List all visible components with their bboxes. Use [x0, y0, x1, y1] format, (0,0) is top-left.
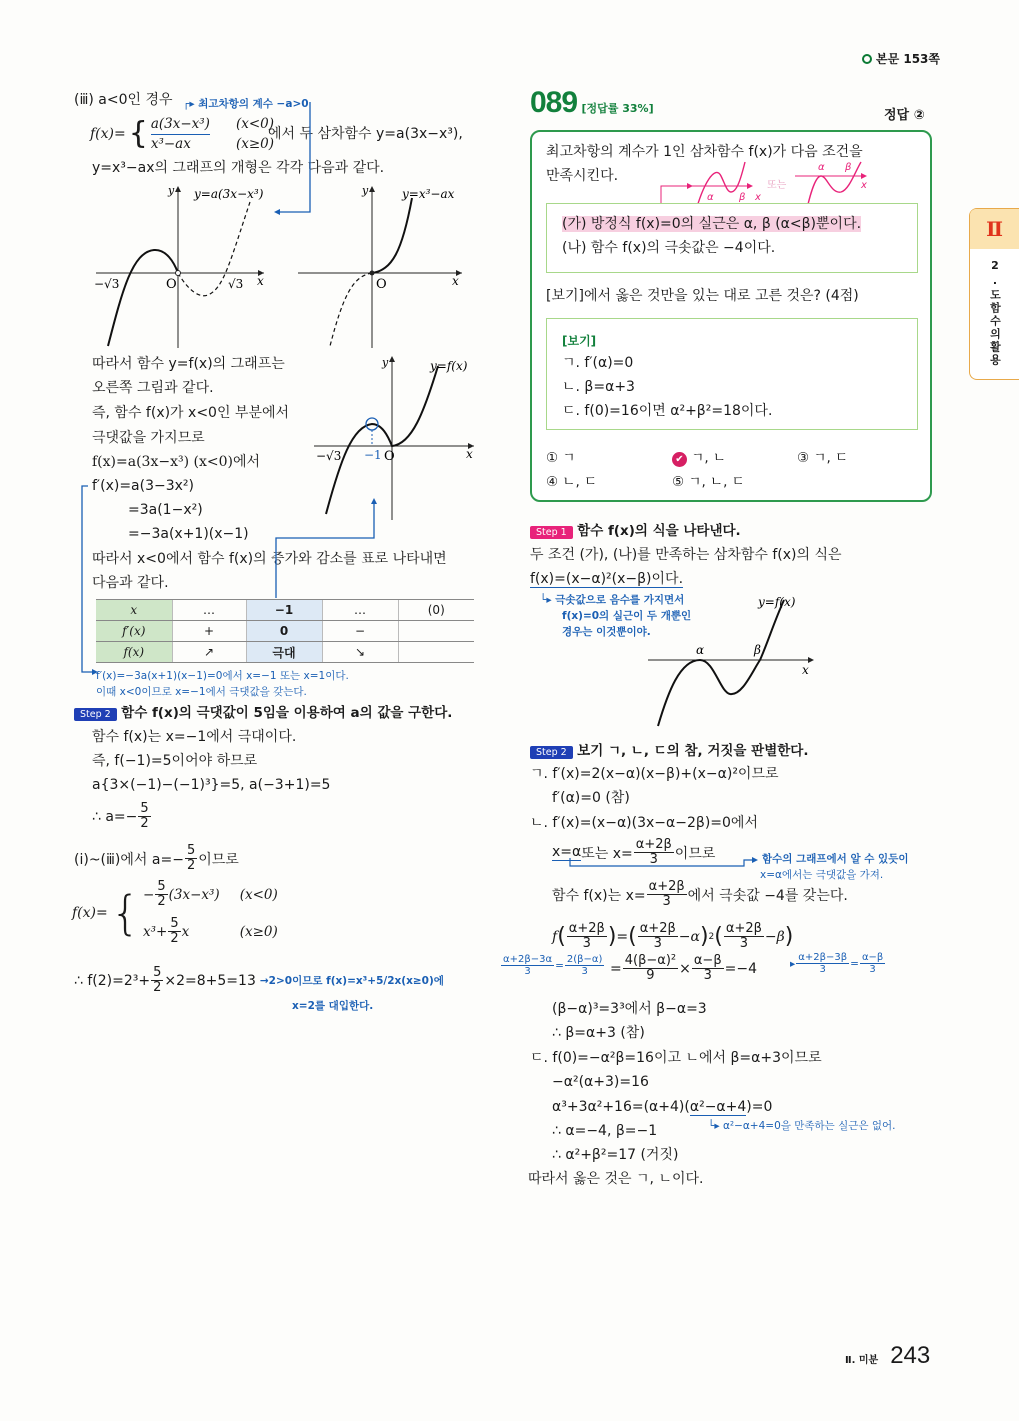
fraction: [185, 844, 197, 873]
bogi-item-3: ㄷ. f(0)=16이면 α²+β²=18이다.: [562, 403, 773, 419]
text: 함수 f(x)는 x=: [552, 887, 646, 904]
svg-text:x: x: [802, 663, 809, 677]
table-row: [96, 621, 474, 642]
derivative-line-3: =−3a(x+1)(x−1): [128, 526, 249, 542]
choice-text: ㄱ, ㄷ: [813, 450, 849, 466]
footer-section: Ⅱ. 미분: [845, 1355, 879, 1366]
chapter-side-tab[interactable]: [969, 208, 1019, 380]
problem-text-1: 최고차항의 계수가 1인 삼차함수 f(x)가 다음 조건을: [546, 144, 863, 160]
svg-text:β: β: [739, 192, 746, 203]
svg-text:y=x³−ax: y=x³−ax: [402, 187, 455, 201]
svg-text:y=f(x): y=f(x): [758, 595, 796, 609]
svg-text:y: y: [168, 184, 175, 197]
numerator: α−β: [693, 953, 722, 968]
chapter-numeral: Ⅱ: [970, 209, 1019, 249]
denominator: 3: [653, 936, 662, 951]
bogi-item-1: ㄱ. f′(α)=0: [562, 355, 634, 371]
choice-1[interactable]: [546, 446, 575, 466]
question-text: [보기]에서 옳은 것만을 있는 대로 고른 것은? (4점): [546, 288, 859, 304]
table-cell: −1: [246, 600, 322, 621]
table-cell: −: [322, 621, 398, 642]
numerator: α+2β: [568, 921, 605, 936]
text: 에서 극솟값 −4를 갖는다.: [687, 887, 848, 904]
note-line: 극솟값으로 음수를 가지면서: [555, 594, 685, 606]
d-line-3: [552, 1097, 772, 1117]
f-expression: f(x)=(x−α)²(x−β)이다.: [530, 571, 684, 587]
condition: (x<0): [239, 886, 278, 903]
denominator: 3: [739, 936, 749, 951]
svg-text:β: β: [754, 643, 761, 657]
table-cell: f′(x): [96, 621, 172, 642]
denominator: 3: [582, 936, 591, 951]
svg-text:x: x: [452, 274, 459, 288]
text: ×2=8+5=13: [164, 972, 256, 989]
numerator: α−β: [861, 952, 884, 963]
table-row: [96, 642, 474, 663]
table-cell: (0): [398, 600, 474, 621]
choice-number: ①: [546, 450, 559, 466]
text-line: 다음과 같다.: [92, 575, 169, 591]
step-badge: Step 2: [530, 746, 573, 759]
svg-text:O: O: [384, 449, 395, 464]
choice-text: ㄴ, ㄷ: [562, 474, 598, 490]
note-line: f(x)=0의 실근이 두 개뿐인: [562, 610, 692, 622]
result: =−4: [724, 960, 757, 977]
problem-text-2: 만족시킨다.: [546, 168, 619, 184]
svg-text:y=a(3x−x³): y=a(3x−x³): [194, 187, 264, 201]
graph-x3-ax: [296, 182, 471, 348]
f: f: [552, 928, 558, 945]
piece1-condition: (x<0): [235, 115, 275, 132]
choice-number: ③: [797, 450, 810, 466]
table-cell: f(x): [96, 642, 172, 663]
text-line: 즉, 함수 f(x)가 x<0인 부분에서: [92, 405, 290, 421]
svg-text:−√3: −√3: [316, 449, 342, 463]
f-label: f(x)=: [72, 905, 108, 921]
denominator: 2: [170, 931, 179, 946]
step-badge: Step 1: [530, 526, 573, 539]
fraction: [796, 952, 849, 975]
equals: =: [555, 959, 564, 972]
answer-label: 정답 ②: [884, 108, 925, 123]
minus-alpha: −α: [678, 928, 700, 945]
note-leading-coefficient: ┌▸ 최고차항의 계수 −a>0: [183, 98, 309, 110]
text-after-piecewise: 에서 두 삼차함수 y=a(3x−x³),: [268, 126, 463, 142]
svg-text:y: y: [362, 184, 369, 197]
fraction: [567, 922, 607, 951]
numerator: 5: [153, 965, 162, 980]
denominator: 3: [662, 894, 671, 909]
derivative-line-1: f′(x)=a(3−3x²): [92, 478, 194, 494]
fraction: [168, 917, 180, 946]
brace: {: [110, 886, 141, 940]
denominator: 3: [869, 964, 876, 975]
text-line: [530, 569, 683, 589]
connector-arrow: [560, 856, 760, 876]
choice-text: ㄱ, ㄴ: [691, 450, 726, 466]
denominator: 2: [157, 894, 166, 909]
svg-text:x: x: [466, 447, 473, 461]
condition-a-text: (가) 방정식 f(x)=0의 실근은 α, β (α<β)뿐이다.: [562, 216, 862, 232]
svg-text:x: x: [257, 274, 264, 288]
table-cell: …: [172, 600, 246, 621]
table-cell: ↘: [322, 642, 398, 663]
bogi-item-2: ㄴ. β=α+3: [562, 379, 635, 395]
denominator: 9: [646, 968, 655, 983]
numerator: α+2β: [639, 921, 676, 936]
fraction: [155, 880, 167, 909]
piece2-condition: (x≥0): [235, 135, 275, 152]
fraction: [724, 922, 764, 951]
svg-text:y=f(x): y=f(x): [430, 359, 468, 373]
condition-a: [562, 214, 861, 234]
choice-text: ㄱ, ㄴ, ㄷ: [688, 474, 745, 490]
section-title: 2.도함수의활용: [988, 259, 1002, 367]
d-line-1: ㄷ. f(0)=−α²β=16이고 ㄴ에서 β=α+3이므로: [530, 1050, 822, 1066]
note-text: α²−α+4=0을 만족하는 실근은 없어.: [722, 1120, 896, 1132]
page-reference-text: 본문 153쪽: [876, 52, 941, 66]
numerator: 5: [157, 879, 166, 894]
text: ∴ f(2)=2³+: [74, 972, 151, 989]
svg-text:−1: −1: [364, 448, 382, 462]
result-a: [92, 802, 152, 831]
f-label: f(x)=: [90, 126, 126, 142]
fraction: [692, 954, 724, 983]
fraction: [565, 954, 605, 977]
svg-text:O: O: [376, 277, 387, 292]
svg-text:y: y: [382, 356, 389, 369]
text-line: f(x)=a(3x−x³) (x<0)에서: [92, 454, 260, 470]
numerator: 4(β−α)²: [624, 953, 677, 968]
note-line: 경우는 이것뿐이야.: [562, 626, 651, 638]
svg-text:α: α: [696, 643, 705, 657]
side-note-left: [500, 954, 605, 977]
circle-icon: [862, 54, 872, 64]
quadratic-factor: α²−α+4: [689, 1099, 747, 1115]
g-line-2: f′(α)=0 (참): [552, 790, 630, 806]
choice-5[interactable]: [672, 470, 745, 490]
text: 이므로: [674, 845, 716, 862]
step-title: 함수 f(x)의 극댓값이 5임을 이용하여 a의 값을 구한다.: [121, 705, 453, 721]
fraction: [638, 922, 678, 951]
n-line-6: (β−α)³=3³에서 β−α=3: [552, 1001, 707, 1017]
fraction: [623, 954, 678, 983]
denominator: 3: [649, 852, 658, 867]
svg-text:√3: √3: [228, 277, 244, 291]
graph-a-3x-x3: [92, 182, 272, 348]
d-line-4: ∴ α=−4, β=−1: [552, 1123, 658, 1139]
numerator: α+2β: [635, 837, 672, 852]
table-cell: [398, 642, 474, 663]
case-title-text: (ⅲ) a<0인 경우: [74, 92, 173, 108]
text-line: 오른쪽 그림과 같다.: [92, 380, 214, 396]
svg-text:O: O: [166, 277, 177, 292]
conclusion-a: [74, 844, 239, 873]
n-line-5: = $\frac{\text{4(β−α)²}}{9}$ × $\frac{\alpha-\beta}{3}$ =−4: [610, 953, 757, 983]
text-line: a{3×(−1)−(−1)³}=5, a(−3+1)=5: [92, 777, 331, 793]
text-line: 극댓값을 가지므로: [92, 430, 205, 446]
note-text: 최고차항의 계수 −a>0: [198, 98, 309, 110]
table-cell: [398, 621, 474, 642]
text-line: 따라서 함수 y=f(x)의 그래프는: [92, 356, 285, 372]
final-calculation: ∴ f(2)=2³+ $\frac{5}{2}$ ×2=8+5=13 → 2>0이므로 f(x)=x³+5/2x(x≥0)에: [74, 965, 444, 995]
table-cell: …: [322, 600, 398, 621]
expr: (3x−x³): [168, 886, 220, 903]
text: (ⅰ)~(ⅲ)에서 a=−: [74, 851, 184, 868]
final-note-1: 2>0이므로 f(x)=x³+5/2x(x≥0)에: [268, 975, 444, 987]
table-cell: 0: [246, 621, 322, 642]
denominator: 3: [581, 966, 588, 977]
fraction: [138, 802, 150, 831]
text-line: 따라서 x<0에서 함수 f(x)의 증가와 감소를 표로 나타내면: [92, 551, 447, 567]
derivative-line-2: =3a(1−x²): [128, 502, 203, 518]
final-note-2: x=2를 대입한다.: [292, 1000, 374, 1012]
n-line-4: f ( $\frac{\alpha+2\beta}{3}$ ) = ( $\frac{\alpha+2\beta}{3}$ −α ) 2 ( $\frac{\alpha+2\beta}{3}$ −β ): [552, 921, 794, 951]
step-title: 보기 ㄱ, ㄴ, ㄷ의 참, 거짓을 판별한다.: [577, 743, 809, 759]
question-number: 089: [530, 86, 578, 119]
graph-shape-intro: y=x³−ax의 그래프의 개형은 각각 다음과 같다.: [92, 160, 385, 176]
table-cell: x: [96, 600, 172, 621]
step-title: 함수 f(x)의 식을 나타낸다.: [577, 523, 741, 539]
step1-heading: [530, 519, 741, 539]
expr: x: [181, 923, 190, 940]
question-header: [530, 86, 654, 120]
side-note-right: ▸ $\frac{\alpha+2\beta-3\beta}{3}$ = $\frac{\alpha-\beta}{3}$: [790, 952, 884, 975]
graph-double-root: [640, 592, 820, 728]
choice-4[interactable]: [546, 470, 597, 490]
numerator: α+2β−3α: [503, 954, 553, 965]
svg-text:−√3: −√3: [94, 277, 120, 291]
table-cell: +: [172, 621, 246, 642]
choice-number: ④: [546, 474, 559, 490]
n-line-7: ∴ β=α+3 (참): [552, 1025, 645, 1041]
table-cell: 극대: [246, 642, 322, 663]
denominator: 3: [703, 968, 712, 983]
page-reference: [862, 50, 940, 67]
n-line-1: ㄴ. f′(x)=(x−α)(3x−α−2β)=0에서: [530, 815, 758, 831]
fraction: [860, 952, 885, 975]
numerator: 5: [140, 801, 149, 816]
minus: −: [143, 886, 155, 903]
numerator: 5: [186, 843, 196, 858]
denominator: 2: [186, 858, 196, 873]
increase-decrease-table: [96, 599, 474, 663]
condition-b: (나) 함수 f(x)의 극솟값은 −4이다.: [562, 240, 776, 256]
choice-3[interactable]: [797, 446, 848, 466]
step1-note: └▸ 극솟값으로 음수를 가지면서 f(x)=0의 실근이 두 개뿐인 경우는 이것뿐이야.: [540, 594, 692, 638]
piece1-expression: a(3x−x³): [151, 115, 210, 135]
numerator: α+2β−3β: [798, 952, 848, 963]
n-note-1: 함수의 그래프에서 알 수 있듯이: [762, 853, 909, 865]
denominator: 3: [524, 966, 531, 977]
final-piecewise: [72, 880, 278, 946]
table-note-2: 이때 x<0이므로 x=−1에서 극댓값을 갖는다.: [96, 686, 307, 698]
denominator: 2: [153, 980, 162, 995]
numerator: α+2β: [648, 879, 685, 894]
d-line-2: −α²(α+3)=16: [552, 1074, 649, 1090]
text: 이므로: [198, 851, 239, 868]
numerator: 2(β−α): [566, 954, 603, 965]
table-note-1: f′(x)=−3a(x+1)(x−1)=0에서 x=−1 또는 x=1이다.: [96, 670, 349, 682]
step2-heading: [530, 739, 808, 759]
minus-beta: −β: [764, 928, 785, 945]
piece2-expression: x³−ax: [150, 135, 191, 152]
text: α³+3α²+16=(α+4)(: [552, 1099, 690, 1115]
numerator: 5: [170, 916, 179, 931]
text: ∴ a=−: [92, 808, 138, 825]
text-line: 함수 f(x)는 x=−1에서 극대이다.: [92, 729, 297, 745]
choice-2-selected[interactable]: [672, 446, 726, 467]
choice-number: ⑤: [672, 474, 685, 490]
solution-conclusion: 따라서 옳은 것은 ㄱ, ㄴ이다.: [528, 1171, 704, 1187]
step2-heading-left: [74, 701, 452, 721]
equals: =: [616, 928, 629, 945]
case-title: [74, 90, 173, 110]
n-note-2: x=α에서는 극댓값을 가져.: [760, 869, 884, 881]
g-line-1: ㄱ. f′(x)=2(x−α)(x−β)+(x−α)²이므로: [530, 766, 779, 782]
choice-text: ㄱ: [562, 450, 576, 466]
table-cell: ↗: [172, 642, 246, 663]
denominator: 3: [819, 964, 826, 975]
svg-text:또는: 또는: [767, 180, 787, 191]
text: )=0: [746, 1099, 773, 1115]
d-line-5: ∴ α²+β²=17 (거짓): [552, 1147, 679, 1163]
svg-text:x: x: [755, 192, 761, 203]
root-alpha: x=α: [552, 844, 582, 860]
n-line-3: [552, 880, 848, 909]
fraction: [151, 966, 163, 995]
fraction: [501, 954, 554, 977]
expr: x³+: [143, 923, 168, 940]
numerator: α+2β: [725, 921, 762, 936]
svg-text:β: β: [845, 162, 852, 173]
denominator: 2: [140, 816, 149, 831]
step-badge: Step 2: [74, 708, 117, 721]
page-number: 243: [890, 1342, 931, 1369]
text-line: 즉, f(−1)=5이어야 하므로: [92, 753, 258, 769]
page-footer: [845, 1342, 930, 1370]
svg-text:α: α: [818, 162, 825, 173]
svg-text:α: α: [707, 192, 714, 203]
checkmark-icon: ✔: [672, 452, 687, 467]
text-line: 두 조건 (가), (나)를 만족하는 삼차함수 f(x)의 식은: [530, 547, 842, 563]
brace: {: [128, 116, 148, 151]
correct-rate: [정답률 33%]: [581, 102, 654, 115]
svg-text:x: x: [861, 180, 867, 191]
d-note: └▸ α²−α+4=0을 만족하는 실근은 없어.: [708, 1120, 896, 1132]
text: 또는 x=: [581, 845, 633, 862]
condition: (x≥0): [239, 923, 278, 940]
bogi-title: [보기]: [562, 334, 597, 348]
table-row: [96, 600, 474, 621]
fraction: [647, 880, 687, 909]
